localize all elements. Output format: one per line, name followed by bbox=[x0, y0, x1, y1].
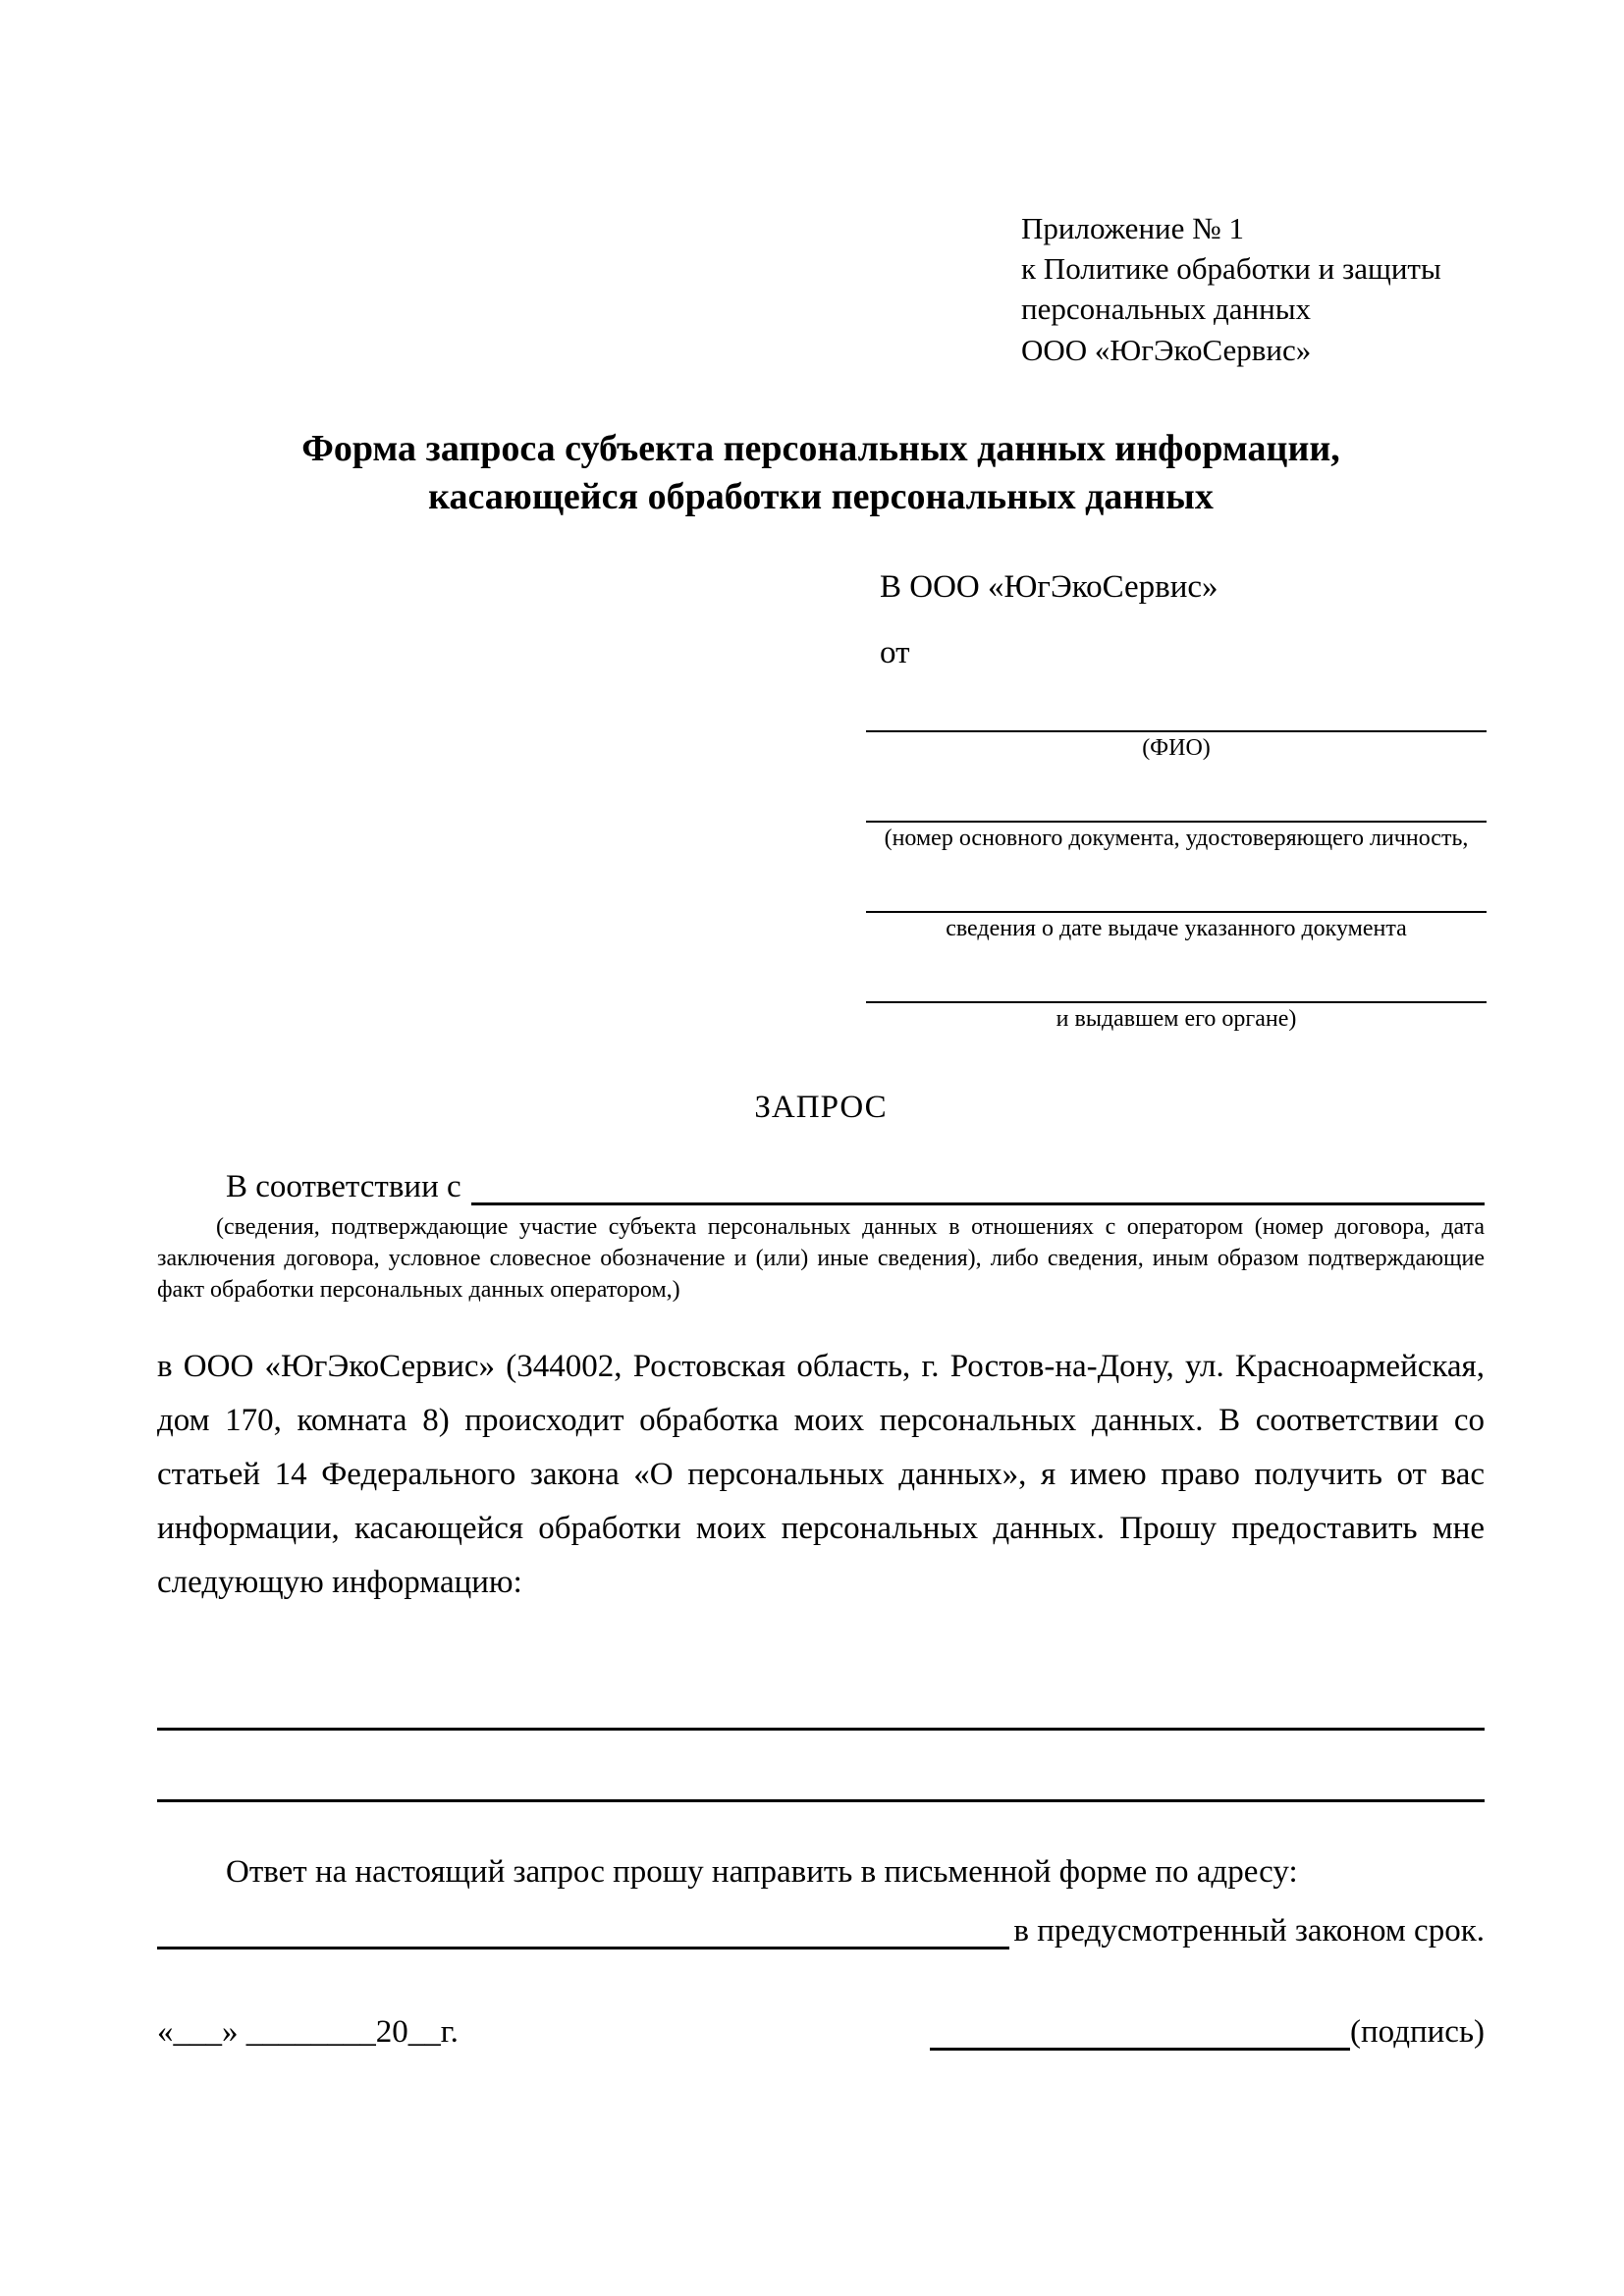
intro-row bbox=[157, 1169, 1485, 1205]
signature-blank-line bbox=[930, 2014, 1350, 2051]
addressee-to: В ООО «ЮгЭкоСервис» bbox=[880, 568, 1218, 605]
issuing-authority-field bbox=[866, 976, 1487, 1033]
reply-address-row bbox=[157, 1913, 1485, 1949]
addressee-block bbox=[866, 569, 1487, 1033]
issuing-authority-caption: и выдавшем его органе) bbox=[1056, 1005, 1297, 1032]
document-number-blank-line bbox=[866, 795, 1487, 823]
addressee-from-label: от bbox=[880, 634, 910, 670]
issue-date-blank-line bbox=[866, 885, 1487, 913]
reply-tail: в предусмотренный законом срок. bbox=[1013, 1913, 1485, 1949]
intro-lead: В соответствии с bbox=[226, 1168, 461, 1204]
intro-blank-line bbox=[471, 1169, 1485, 1205]
date-template: «___» ________20__г. bbox=[157, 2014, 459, 2051]
signature-block bbox=[930, 2014, 1485, 2051]
fio-blank-line bbox=[866, 705, 1487, 732]
requested-info-blank-line-2 bbox=[157, 1799, 1485, 1802]
document-number-field bbox=[866, 795, 1487, 852]
request-heading: ЗАПРОС bbox=[754, 1089, 888, 1125]
fio-field bbox=[866, 705, 1487, 762]
intro-note: (сведения, подтверждающие участие субъекта персональных данных в отношениях с оператором (номер договора, дата заключения договора, условное словесное обозначение и (или) иные сведения), либо сведения, иным образом подтверждающие факт обработки персональных данных оператором,) bbox=[157, 1213, 1485, 1304]
requested-info-lines bbox=[157, 1728, 1485, 1802]
issuing-authority-blank-line bbox=[866, 976, 1487, 1003]
document-title-line2: касающейся обработки персональных данных bbox=[428, 476, 1214, 518]
body-paragraph: в ООО «ЮгЭкоСервис» (344002, Ростовская область, г. Ростов-на-Дону, ул. Красноармейская, дом 170, комната 8) происходит обработка моих персональных данных. В соответствии со статьей 14 Федерального закона «О персональных данных», я имею право получить от вас информации, касающейся обработки моих персональных данных. Прошу предоставить мне следующую информацию: bbox=[157, 1348, 1485, 1601]
document-title-line1: Форма запроса субъекта персональных данных информации, bbox=[301, 427, 1340, 469]
signature-caption: (подпись) bbox=[1350, 2014, 1485, 2051]
reply-address-blank-line bbox=[157, 1913, 1009, 1949]
issue-date-field bbox=[866, 885, 1487, 942]
reply-lead: Ответ на настоящий запрос прошу направить в письменной форме по адресу: bbox=[226, 1854, 1298, 1891]
annex-header-line: персональных данных bbox=[1021, 292, 1312, 327]
annex-header bbox=[1021, 208, 1485, 370]
requested-info-blank-line-1 bbox=[157, 1728, 1485, 1731]
document-number-caption: (номер основного документа, удостоверяющего личность, bbox=[884, 825, 1469, 851]
document-title bbox=[157, 425, 1485, 522]
annex-header-line: к Политике обработки и защиты bbox=[1021, 251, 1441, 287]
annex-header-line: ООО «ЮгЭкоСервис» bbox=[1021, 332, 1312, 367]
fio-caption: (ФИО) bbox=[1142, 734, 1211, 761]
issue-date-caption: сведения о дате выдаче указанного документа bbox=[946, 915, 1407, 941]
annex-header-line: Приложение № 1 bbox=[1021, 211, 1244, 245]
footer-row bbox=[157, 2014, 1485, 2051]
